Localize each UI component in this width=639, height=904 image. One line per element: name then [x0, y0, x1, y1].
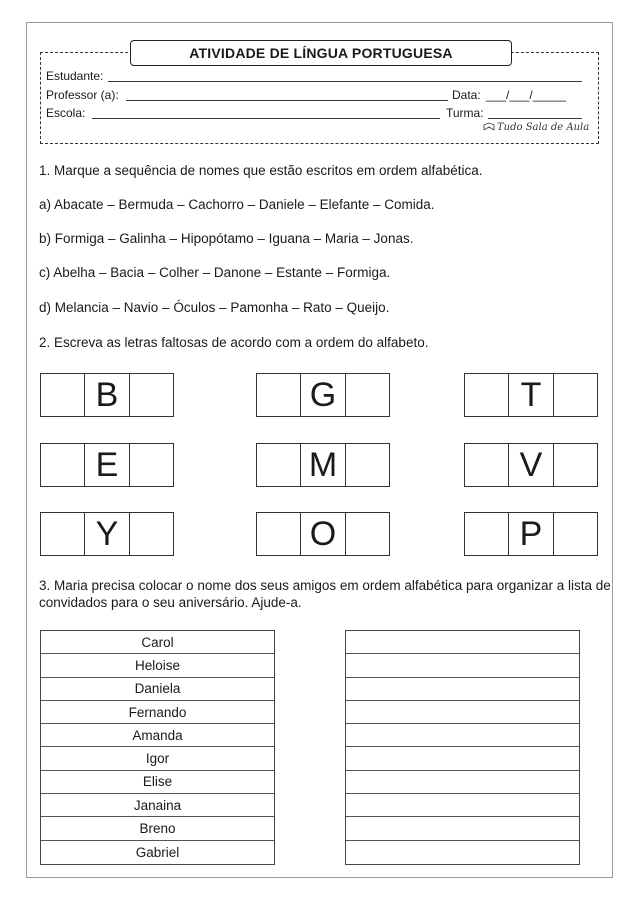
blank-letter-cell[interactable]: [130, 374, 173, 416]
name-row: Heloise: [41, 654, 274, 677]
letter-sequence-box: [40, 373, 174, 417]
name-row: Gabriel: [135, 844, 180, 860]
blank-letter-cell[interactable]: [465, 513, 509, 555]
name-row: Elise: [41, 771, 274, 794]
blank-letter-cell[interactable]: [130, 444, 173, 486]
blank-letter-cell[interactable]: [554, 444, 597, 486]
letter-sequence-box: [40, 512, 174, 556]
blank-letter-cell[interactable]: [554, 513, 597, 555]
blank-letter-cell[interactable]: [41, 513, 85, 555]
blank-letter-cell[interactable]: [346, 444, 389, 486]
teacher-field[interactable]: [126, 100, 448, 101]
given-letter: O: [301, 513, 345, 555]
blank-letter-cell[interactable]: [346, 513, 389, 555]
answer-row[interactable]: [346, 747, 579, 770]
question-1-option-d[interactable]: d) Melancia – Navio – Óculos – Pamonha – Rato – Queijo.: [39, 300, 390, 315]
blank-letter-cell[interactable]: [465, 374, 509, 416]
given-letter: G: [301, 374, 345, 416]
letter-sequence-box: [256, 512, 390, 556]
given-letter: M: [301, 444, 345, 486]
letter-sequence-box: [464, 512, 598, 556]
given-letter: V: [509, 444, 553, 486]
answer-row[interactable]: [346, 724, 579, 747]
date-label: Data:: [452, 88, 481, 102]
answer-row[interactable]: [346, 841, 579, 864]
class-field[interactable]: [488, 118, 582, 119]
blank-letter-cell[interactable]: [346, 374, 389, 416]
given-letter: Y: [85, 513, 129, 555]
answer-row[interactable]: [346, 654, 579, 677]
given-letter: B: [85, 374, 129, 416]
question-1-prompt: 1. Marque a sequência de nomes que estão escritos em ordem alfabética.: [39, 163, 483, 178]
letter-sequence-box: [40, 443, 174, 487]
date-field[interactable]: ___/___/_____: [486, 88, 567, 102]
blank-letter-cell[interactable]: [41, 444, 85, 486]
answer-row[interactable]: [346, 771, 579, 794]
question-1-option-a[interactable]: a) Abacate – Bermuda – Cachorro – Daniele – Elefante – Comida.: [39, 197, 435, 212]
name-row: Breno: [41, 817, 274, 840]
student-field[interactable]: [108, 81, 582, 82]
blank-letter-cell[interactable]: [465, 444, 509, 486]
class-label: Turma:: [446, 106, 484, 120]
name-row: Daniela: [41, 678, 274, 701]
question-1-option-b[interactable]: b) Formiga – Galinha – Hipopótamo – Iguana – Maria – Jonas.: [39, 231, 414, 246]
letter-sequence-box: [464, 443, 598, 487]
letter-sequence-box: [256, 373, 390, 417]
given-letter: E: [85, 444, 129, 486]
question-2-prompt: 2. Escreva as letras faltosas de acordo com a ordem do alfabeto.: [39, 335, 429, 350]
book-icon: [483, 122, 495, 132]
name-row: Amanda: [41, 724, 274, 747]
question-3-prompt: 3. Maria precisa colocar o nome dos seus amigos em ordem alfabética para organizar a lista de convidados para o seu aniversário. Ajude-a.: [39, 578, 611, 610]
blank-letter-cell[interactable]: [257, 513, 301, 555]
name-row: Igor: [41, 747, 274, 770]
blank-letter-cell[interactable]: [130, 513, 173, 555]
name-row: Janaina: [41, 794, 274, 817]
given-letter: T: [509, 374, 553, 416]
worksheet-title: ATIVIDADE DE LÍNGUA PORTUGUESA: [130, 40, 512, 66]
name-row: Fernando: [41, 701, 274, 724]
school-label: Escola:: [46, 106, 86, 120]
answer-row[interactable]: [346, 678, 579, 701]
brand-logo: Tudo Sala de Aula: [497, 122, 590, 133]
blank-letter-cell[interactable]: [41, 374, 85, 416]
blank-letter-cell[interactable]: [554, 374, 597, 416]
given-letter: P: [509, 513, 553, 555]
letter-sequence-box: [464, 373, 598, 417]
student-label: Estudante:: [46, 69, 104, 83]
blank-letter-cell[interactable]: [257, 374, 301, 416]
answer-list: [345, 630, 580, 865]
answer-row[interactable]: [346, 701, 579, 724]
teacher-label: Professor (a):: [46, 88, 119, 102]
question-1-option-c[interactable]: c) Abelha – Bacia – Colher – Danone – Estante – Formiga.: [39, 265, 391, 280]
blank-letter-cell[interactable]: [257, 444, 301, 486]
name-row: Carol: [41, 631, 274, 654]
school-field[interactable]: [92, 118, 440, 119]
answer-row[interactable]: [346, 794, 579, 817]
answer-row[interactable]: [346, 817, 579, 840]
names-list: [40, 630, 275, 865]
letter-sequence-box: [256, 443, 390, 487]
answer-row[interactable]: [346, 631, 579, 654]
